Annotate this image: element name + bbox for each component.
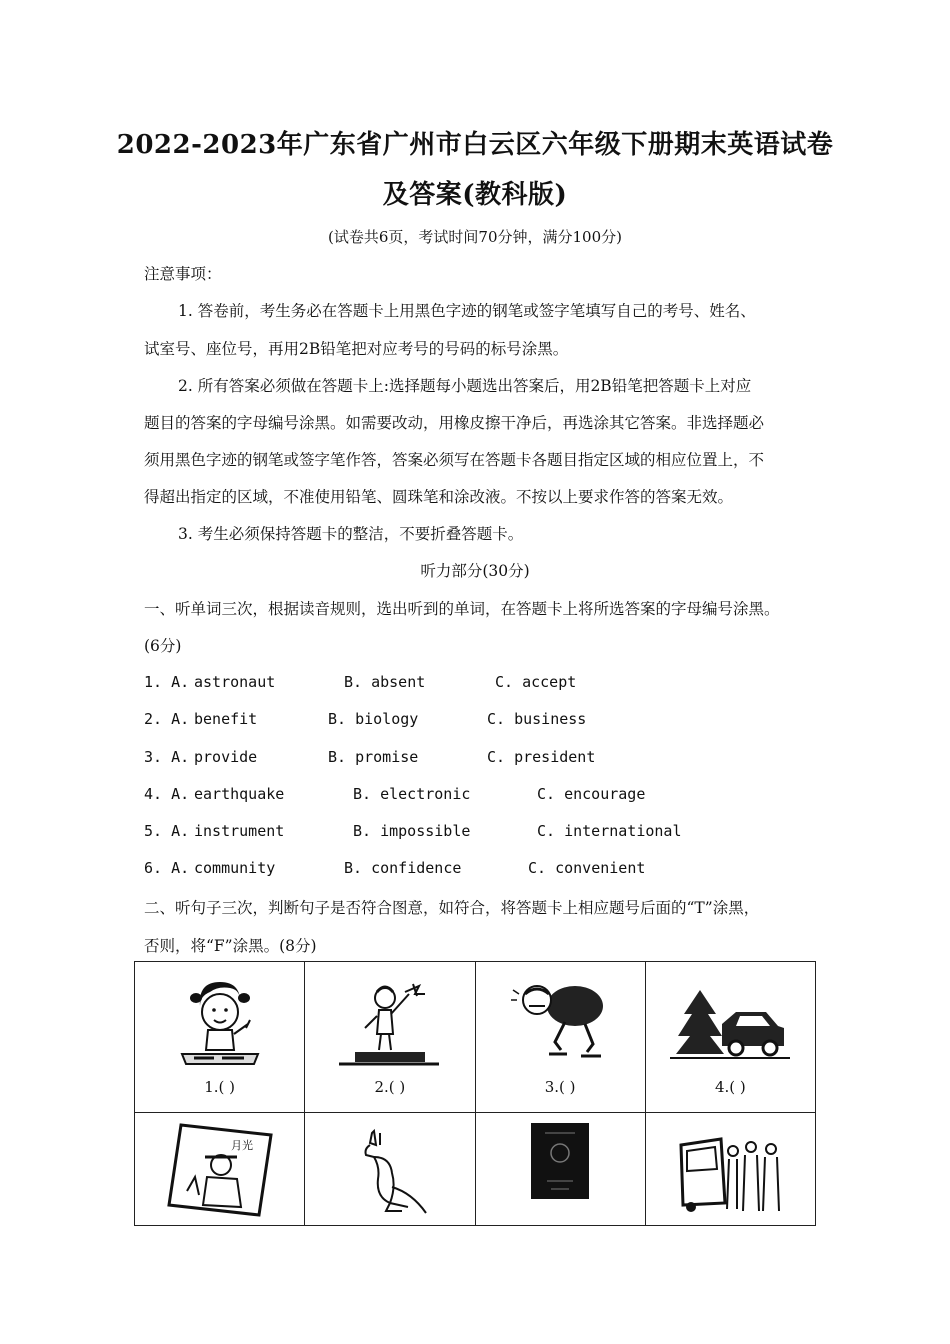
option-c: C. business: [487, 710, 587, 728]
caption: 4.( ): [714, 1078, 746, 1096]
note-1-line2: 试室号、座位号，再用2B铅笔把对应考号的号码的标号涂黑。: [144, 340, 569, 358]
tree-car-icon: [670, 984, 790, 1064]
question-row: [144, 785, 646, 803]
caption: 2.( ): [374, 1078, 406, 1096]
option-b: B. impossible: [353, 822, 471, 840]
option-c: C. encourage: [537, 785, 646, 803]
question-number: 1. A.: [144, 673, 190, 691]
note-1-line1: 1. 答卷前，考生务必在答题卡上用黑色字迹的钢笔或签字笔填写自己的考号、姓名、: [178, 302, 756, 320]
exam-subtitle: (试卷共6页，考试时间70分钟，满分100分): [328, 228, 622, 246]
boy-flying-plane-icon: [335, 972, 445, 1072]
passport-icon: [525, 1121, 595, 1201]
picture-cell: [305, 962, 475, 1113]
option-a: provide: [194, 748, 258, 766]
caption: 3.( ): [544, 1078, 576, 1096]
option-b: B. biology: [328, 710, 419, 728]
question-row: [144, 748, 596, 766]
option-b: B. promise: [328, 748, 419, 766]
note-2-line3: 须用黑色字迹的钢笔或签字笔作答，答案必须写在答题卡各题目指定区域的相应位置上，不: [144, 451, 765, 469]
picture-cell: [475, 962, 645, 1113]
option-b: B. electronic: [353, 785, 471, 803]
magazine-cover-icon: [165, 1121, 275, 1217]
notes-heading: 注意事项：: [144, 265, 222, 283]
question-row: [144, 673, 577, 691]
question-number: 2. A.: [144, 710, 190, 728]
question-row: [144, 822, 682, 840]
picture-table: [134, 961, 816, 1226]
picture-cell: [305, 1113, 475, 1226]
option-b: B. absent: [344, 673, 426, 691]
magazine-title: 月光: [230, 1139, 253, 1152]
option-c: C. international: [537, 822, 682, 840]
picture-cell: [135, 1113, 305, 1226]
listening-heading: 听力部分(30分): [420, 562, 530, 580]
exam-title-line2: 及答案(教科版): [382, 180, 568, 210]
girl-eating-icon: [170, 976, 270, 1071]
note-2-line4: 得超出指定的区域，不准使用铅笔、圆珠笔和涂改液。不按以上要求作答的答案无效。: [144, 488, 734, 506]
kangaroo-icon: [350, 1127, 430, 1217]
part2-instruction-line2: 否则，将“F”涂黑。(8分): [144, 937, 317, 955]
option-b: B. confidence: [344, 859, 462, 877]
question-number: 6. A.: [144, 859, 190, 877]
question-number: 4. A.: [144, 785, 190, 803]
option-c: C. president: [487, 748, 596, 766]
option-a: community: [194, 859, 276, 877]
part2-instruction-line1: 二、听句子三次，判断句子是否符合图意，如符合，将答题卡上相应题号后面的“T”涂黑，: [144, 899, 760, 917]
question-row: [144, 710, 587, 728]
picture-cell: [645, 962, 815, 1113]
option-a: astronaut: [194, 673, 276, 691]
note-3: 3. 考生必须保持答题卡的整洁，不要折叠答题卡。: [178, 525, 524, 543]
option-c: C. accept: [495, 673, 577, 691]
option-c: C. convenient: [528, 859, 646, 877]
question-number: 5. A.: [144, 822, 190, 840]
caption: 1.( ): [204, 1078, 236, 1096]
picture-cell: [645, 1113, 815, 1226]
note-2-line1: 2. 所有答案必须做在答题卡上:选择题每小题选出答案后，用2B铅笔把答题卡上对应: [178, 377, 752, 395]
option-a: instrument: [194, 822, 285, 840]
boy-coughing-icon: [505, 970, 615, 1070]
part1-instruction-line1: 一、听单词三次，根据读音规则，选出听到的单词，在答题卡上将所选答案的字母编号涂黑。: [144, 600, 780, 618]
option-a: earthquake: [194, 785, 285, 803]
question-row: [144, 859, 646, 877]
exam-title-line1: 2022-2023年广东省广州市白云区六年级下册期末英语试卷: [116, 130, 834, 160]
people-boarding-bus-icon: [675, 1125, 785, 1215]
picture-cell: [135, 962, 305, 1113]
part1-instruction-line2: (6分): [144, 637, 182, 655]
option-a: benefit: [194, 710, 258, 728]
picture-cell: [475, 1113, 645, 1226]
question-number: 3. A.: [144, 748, 190, 766]
note-2-line2: 题目的答案的字母编号涂黑。如需要改动，用橡皮擦干净后，再选涂其它答案。非选择题必: [144, 414, 765, 432]
